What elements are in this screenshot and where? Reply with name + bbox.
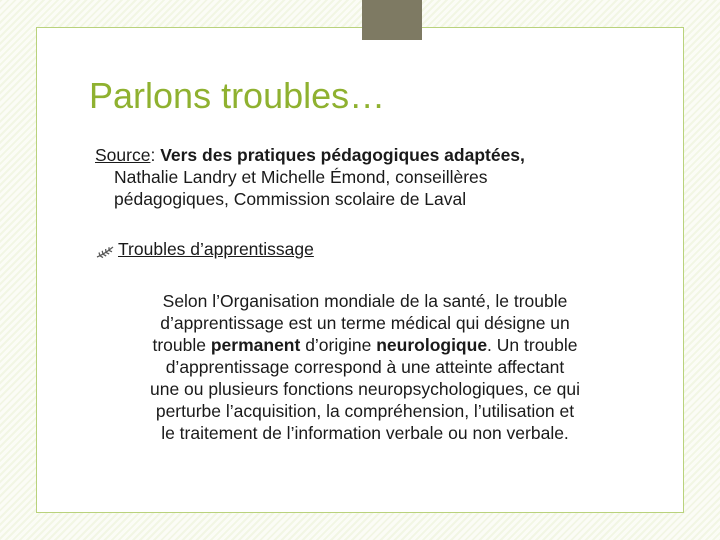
body-line-5: une ou plusieurs fonctions neuropsychologiques, ce qui xyxy=(149,379,580,399)
body-line-7: le traitement de l’information verbale ou non verbale. xyxy=(161,423,569,443)
body-text-fragment: . Un trouble xyxy=(487,335,578,355)
bullet-item xyxy=(96,239,314,260)
source-work-title: Vers des pratiques pédagogiques adaptées, xyxy=(160,145,525,165)
body-text-fragment: d’origine xyxy=(300,335,377,355)
body-line-1: Selon l’Organisation mondiale de la santé, le trouble xyxy=(162,291,568,311)
source-organization: pédagogiques, Commission scolaire de Laval xyxy=(114,189,467,209)
accent-block xyxy=(362,0,422,40)
body-paragraph xyxy=(110,290,620,444)
body-line-2: d’apprentissage est un terme médical qui désigne un xyxy=(160,313,570,333)
body-line-4: d’apprentissage correspond à une atteinte affectant xyxy=(165,357,565,377)
bold-term-permanent: permanent xyxy=(210,335,301,355)
source-citation xyxy=(95,144,655,210)
body-text-fragment: trouble xyxy=(152,335,211,355)
source-colon: : xyxy=(150,145,161,165)
fern-leaf-icon xyxy=(96,243,114,257)
source-authors: Nathalie Landry et Michelle Émond, conseillères xyxy=(114,167,488,187)
bullet-heading: Troubles d’apprentissage xyxy=(118,239,314,259)
bold-term-neurologique: neurologique xyxy=(376,335,488,355)
slide-title: Parlons troubles… xyxy=(89,75,386,116)
body-line-3 xyxy=(110,334,620,356)
source-label: Source xyxy=(95,145,151,165)
source-line-1 xyxy=(95,144,655,166)
body-line-6: perturbe l’acquisition, la compréhension, l’utilisation et xyxy=(155,401,575,421)
